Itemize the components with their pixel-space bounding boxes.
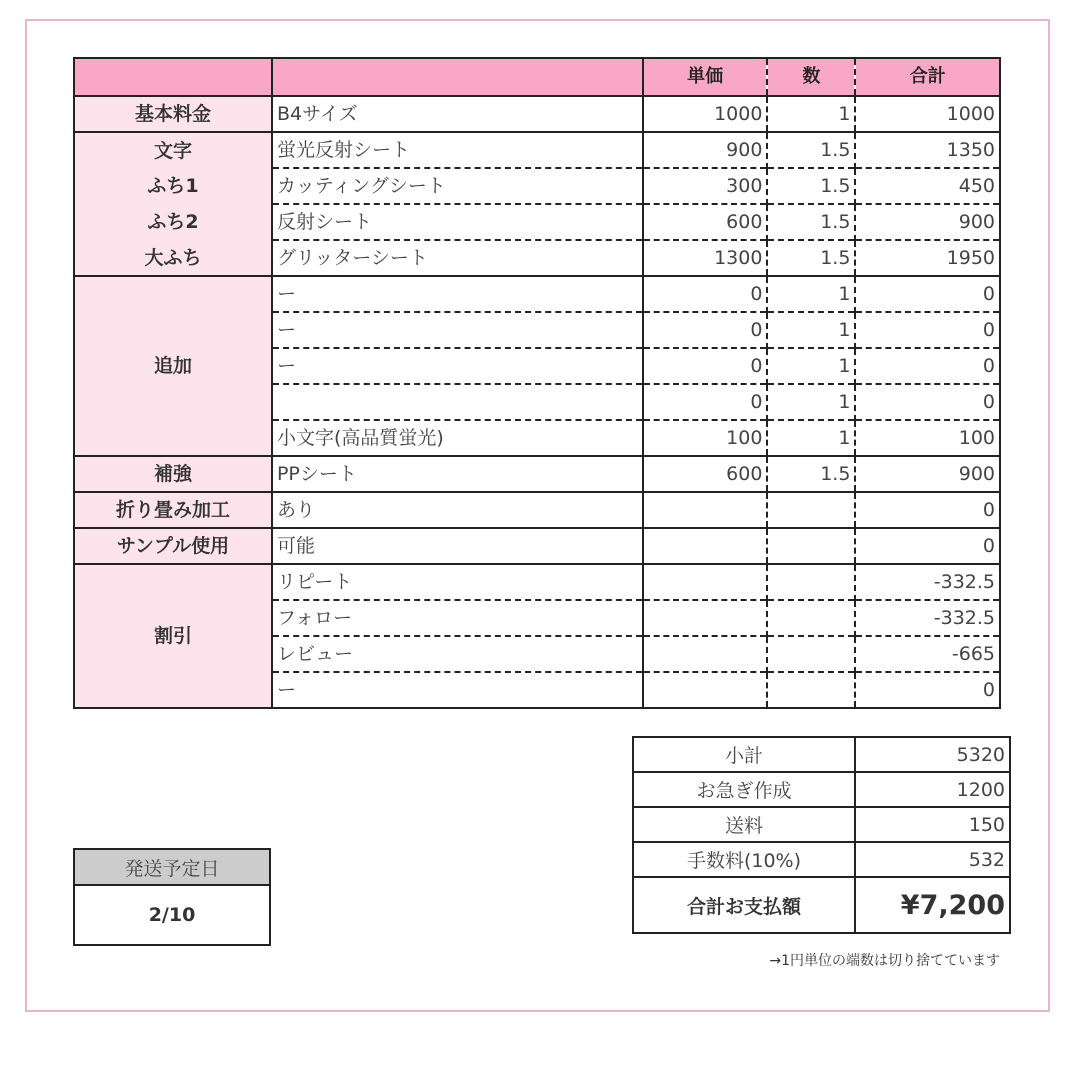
shipping-date-label: 発送予定日 [74,849,270,885]
category-sample-use: サンプル使用 [74,528,272,564]
line-total: -332.5 [855,600,1000,636]
unit-price: 600 [643,456,768,492]
header-item [272,58,643,96]
item-name: フォロー [272,600,643,636]
category-reinforcement: 補強 [74,456,272,492]
category-large-border: 大ふち [74,240,272,276]
line-total: 0 [855,672,1000,708]
header-total: 合計 [855,58,1000,96]
unit-price [643,672,768,708]
item-name: PPシート [272,456,643,492]
unit-price: 300 [643,168,768,204]
item-name: グリッターシート [272,240,643,276]
qty [767,528,855,564]
header-qty: 数 [767,58,855,96]
item-name: 可能 [272,528,643,564]
header-category [74,58,272,96]
qty: 1 [767,276,855,312]
item-name: 反射シート [272,204,643,240]
qty [767,672,855,708]
unit-price: 600 [643,204,768,240]
shipping-fee-label: 送料 [633,807,855,842]
line-total: 900 [855,456,1000,492]
unit-price: 100 [643,420,768,456]
unit-price [643,600,768,636]
handling-fee-label: 手数料(10%) [633,842,855,877]
unit-price: 0 [643,348,768,384]
qty [767,600,855,636]
line-total: 0 [855,528,1000,564]
summary-row [633,807,1010,842]
summary-row [633,737,1010,772]
handling-fee-value: 532 [855,842,1010,877]
category-border-1: ふち1 [74,168,272,204]
line-total: 450 [855,168,1000,204]
table-row [74,456,1000,492]
line-total: 0 [855,492,1000,528]
unit-price [643,564,768,600]
item-name: ー [272,312,643,348]
table-row [74,492,1000,528]
table-row [74,528,1000,564]
item-name: B4サイズ [272,96,643,132]
unit-price: 1300 [643,240,768,276]
unit-price [643,636,768,672]
item-name: ー [272,276,643,312]
line-total: 0 [855,312,1000,348]
grand-total-value: ¥7,200 [855,877,1010,933]
category-basic-fee: 基本料金 [74,96,272,132]
qty: 1.5 [767,240,855,276]
qty: 1 [767,348,855,384]
line-total: 1950 [855,240,1000,276]
item-name: 蛍光反射シート [272,132,643,168]
shipping-fee-value: 150 [855,807,1010,842]
table-row [74,240,1000,276]
rounding-note: →1円単位の端数は切り捨てています [769,953,1000,969]
table-row [74,168,1000,204]
summary-row [633,772,1010,807]
line-total: 100 [855,420,1000,456]
unit-price: 0 [643,276,768,312]
item-name: ー [272,672,643,708]
category-folding: 折り畳み加工 [74,492,272,528]
table-row [74,204,1000,240]
shipping-date-box [73,848,271,946]
line-total: 1350 [855,132,1000,168]
item-name [272,384,643,420]
summary-table [632,736,1011,934]
item-name: あり [272,492,643,528]
qty: 1 [767,96,855,132]
line-total: 0 [855,348,1000,384]
qty: 1.5 [767,132,855,168]
category-border-2: ふち2 [74,204,272,240]
qty: 1 [767,420,855,456]
qty: 1.5 [767,168,855,204]
line-total: 1000 [855,96,1000,132]
item-name: レビュー [272,636,643,672]
table-row [74,96,1000,132]
table-row [74,276,1000,312]
unit-price: 1000 [643,96,768,132]
item-name: ー [272,348,643,384]
category-discount: 割引 [74,564,272,708]
category-letters: 文字 [74,132,272,168]
subtotal-value: 5320 [855,737,1010,772]
table-row [74,564,1000,600]
line-total: -665 [855,636,1000,672]
qty [767,564,855,600]
qty: 1.5 [767,204,855,240]
line-total: 900 [855,204,1000,240]
item-name: 小文字(高品質蛍光) [272,420,643,456]
qty [767,492,855,528]
unit-price: 0 [643,312,768,348]
item-name: リピート [272,564,643,600]
rush-fee-label: お急ぎ作成 [633,772,855,807]
unit-price: 900 [643,132,768,168]
grand-total-label: 合計お支払額 [633,877,855,933]
unit-price [643,492,768,528]
table-row [74,132,1000,168]
unit-price: 0 [643,384,768,420]
item-name: カッティングシート [272,168,643,204]
shipping-date-value: 2/10 [74,885,270,945]
price-breakdown-table [73,57,1001,709]
qty [767,636,855,672]
summary-row [633,842,1010,877]
line-total: 0 [855,384,1000,420]
category-additional: 追加 [74,276,272,456]
grand-total-row [633,877,1010,933]
subtotal-label: 小計 [633,737,855,772]
line-total: -332.5 [855,564,1000,600]
table-header-row [74,58,1000,96]
qty: 1.5 [767,456,855,492]
qty: 1 [767,384,855,420]
line-total: 0 [855,276,1000,312]
header-unit-price: 単価 [643,58,768,96]
qty: 1 [767,312,855,348]
rush-fee-value: 1200 [855,772,1010,807]
unit-price [643,528,768,564]
